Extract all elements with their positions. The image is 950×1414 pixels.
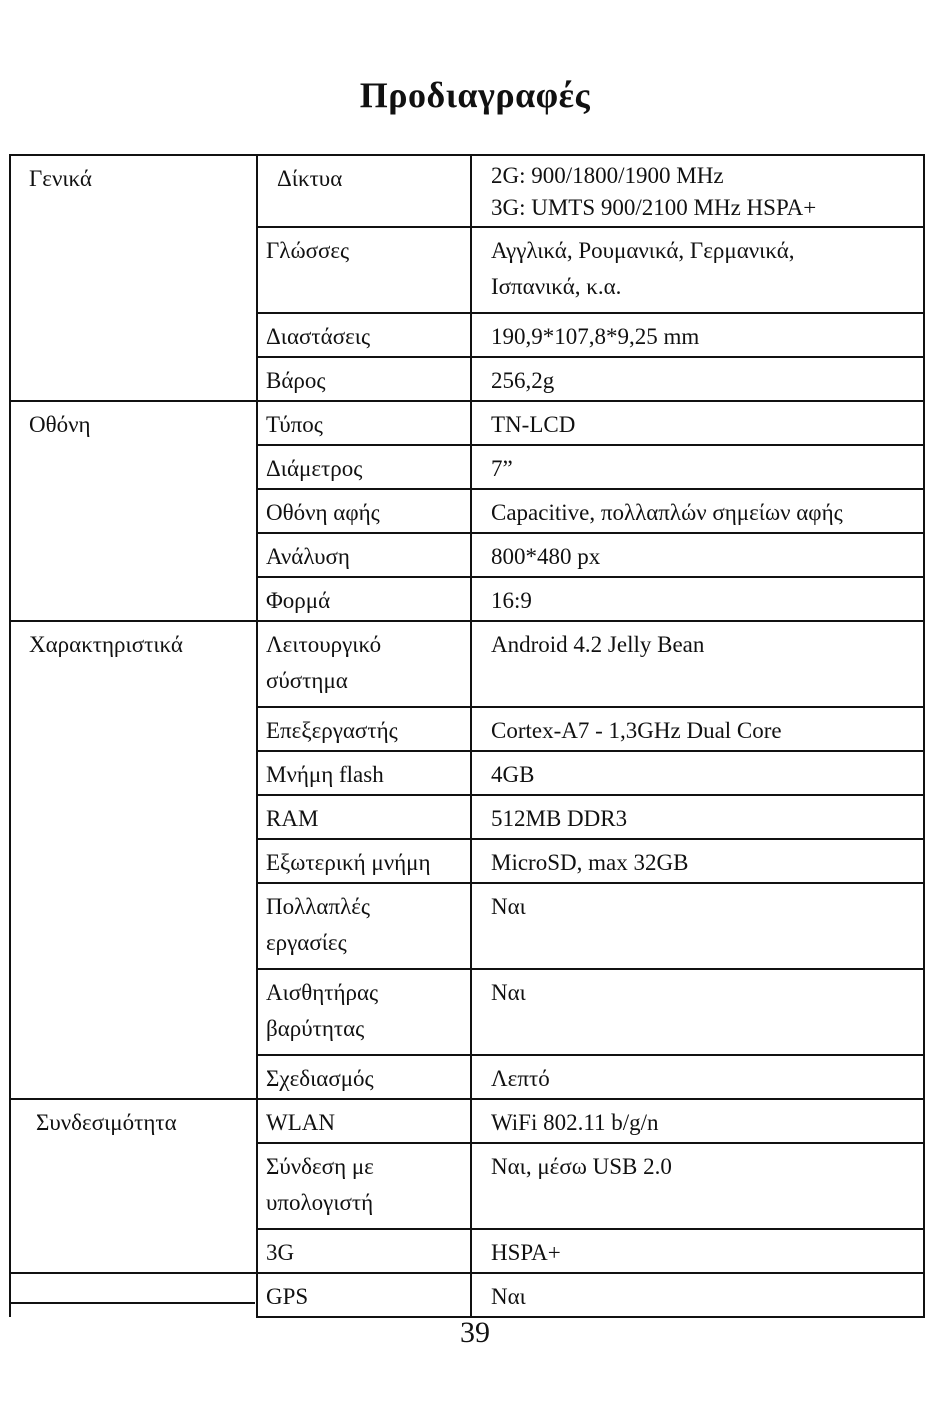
value-cell: 512MB DDR3 [471,795,924,839]
property-cell: Ανάλυση [257,533,471,577]
page-title: Προδιαγραφές [359,75,591,115]
value-cell: 4GB [471,751,924,795]
property-cell: Μνήμη flash [257,751,471,795]
property-cell: Επεξεργαστής [257,707,471,751]
category-empty [10,1273,257,1317]
value-cell: HSPA+ [471,1229,924,1273]
value-cell: Cortex-A7 - 1,3GHz Dual Core [471,707,924,751]
property-cell: Γλώσσες [257,227,471,313]
property-cell: Βάρος [257,357,471,401]
property-cell: Λειτουργικό σύστημα [257,621,471,707]
value-cell: Ναι, μέσω USB 2.0 [471,1143,924,1229]
specifications-table [9,154,925,1318]
property-cell: Τύπος [257,401,471,445]
value-cell: WiFi 802.11 b/g/n [471,1099,924,1143]
page-number: 39 [460,1316,490,1349]
value-cell: 800*480 px [471,533,924,577]
value-cell: Ναι [471,1273,924,1317]
value-cell: 190,9*107,8*9,25 mm [471,313,924,357]
value-cell: TN-LCD [471,401,924,445]
table-row [10,1099,924,1143]
value-cell: Ναι [471,883,924,969]
value-cell: Android 4.2 Jelly Bean [471,621,924,707]
property-cell: Σχεδιασμός [257,1055,471,1099]
table-row [10,621,924,707]
value-cell: Αγγλικά, Ρουμανικά, Γερμανικά, Ισπανικά, κ.α. [471,227,924,313]
category-general: Γενικά [10,155,257,401]
table-row [10,401,924,445]
value-cell: 2G: 900/1800/1900 MHz 3G: UMTS 900/2100 MHz HSPA+ [471,155,924,227]
property-cell: Αισθητήρας βαρύτητας [257,969,471,1055]
bottom-rule [9,1302,255,1304]
property-cell: Διαστάσεις [257,313,471,357]
value-cell: MicroSD, max 32GB [471,839,924,883]
category-connectivity: Συνδεσιμότητα [10,1099,257,1273]
category-features: Χαρακτηριστικά [10,621,257,1099]
property-cell: 3G [257,1229,471,1273]
value-cell: Λεπτό [471,1055,924,1099]
property-cell: WLAN [257,1099,471,1143]
table-row [10,155,924,227]
category-screen: Οθόνη [10,401,257,621]
property-cell: Σύνδεση με υπολογιστή [257,1143,471,1229]
value-cell: 256,2g [471,357,924,401]
value-cell: Capacitive, πολλαπλών σημείων αφής [471,489,924,533]
property-cell: GPS [257,1273,471,1317]
value-cell: 16:9 [471,577,924,621]
table-row [10,1273,924,1317]
property-cell: Διάμετρος [257,445,471,489]
property-cell: Πολλαπλές εργασίες [257,883,471,969]
property-cell: Φορμά [257,577,471,621]
property-cell: Οθόνη αφής [257,489,471,533]
value-cell: 7” [471,445,924,489]
property-cell: Δίκτυα [257,155,471,227]
property-cell: Εξωτερική μνήμη [257,839,471,883]
property-cell: RAM [257,795,471,839]
value-cell: Ναι [471,969,924,1055]
